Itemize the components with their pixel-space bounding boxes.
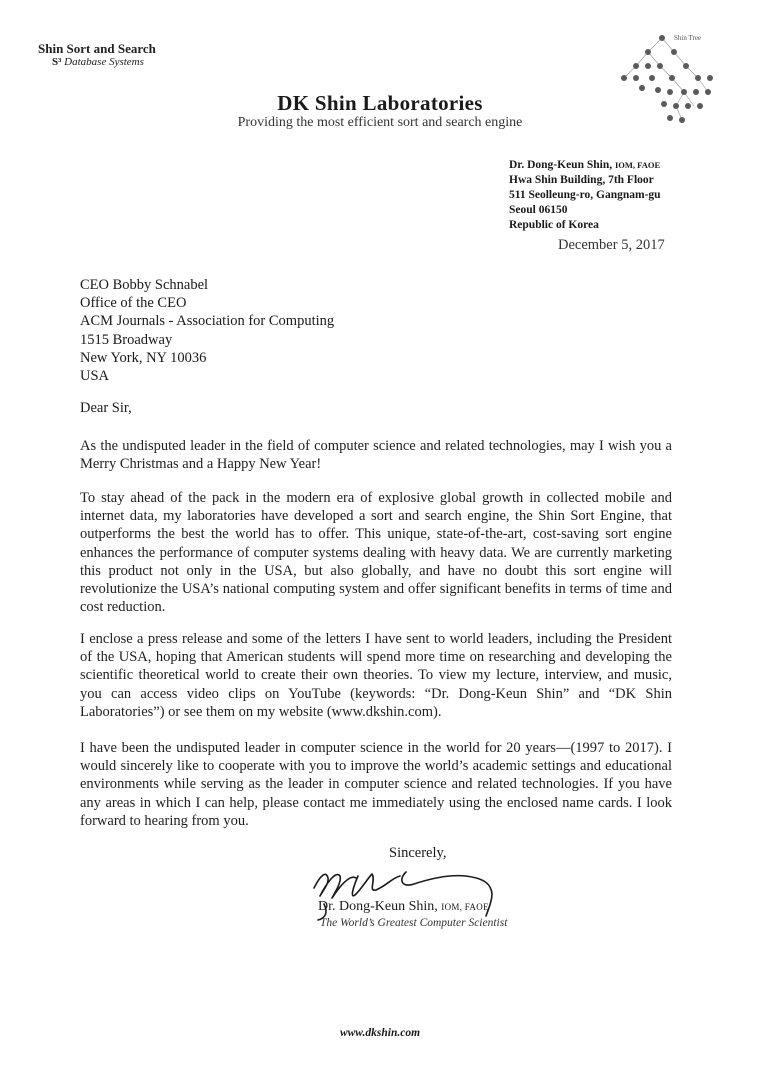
tree-logo-label: Shin Tree	[674, 34, 702, 42]
body-paragraph: I enclose a press release and some of the letters I have sent to world leaders, including the President of the USA, hoping that American students will spend more time on researching and developing the scientific theoretical world to create their own theories. To view my lecture, interview, and music, you can access video clips on YouTube (keywords: “Dr. Dong-Keun Shin” and “DK Shin Laboratories”) or see them on my website (www.dkshin.com).	[80, 631, 672, 720]
salutation: Dear Sir,	[80, 400, 132, 416]
footer-website: www.dkshin.com	[339, 1027, 421, 1039]
brand-subtitle: Database Systems	[64, 56, 144, 68]
closing: Sincerely,	[389, 845, 447, 861]
brand-s3-mark: S³	[52, 56, 62, 68]
recipient-line: Office of the CEO	[80, 295, 187, 312]
body-paragraph: I have been the undisputed leader in computer science in the world for 20 years—(1997 to 2017). I would sincerely like to cooperate with you to improve the world’s academic settings and educational environments while serving as the leader in computer science and related technologies. If you have any areas in which I can help, please contact me immediately using the enclosed name cards. I look forward to hearing from you.	[80, 740, 672, 829]
sender-building: Hwa Shin Building, 7th Floor	[509, 174, 654, 186]
recipient-line: New York, NY 10036	[80, 349, 207, 366]
sender-country: Republic of Korea	[509, 219, 599, 231]
sender-name: Dr. Dong-Keun Shin,	[509, 159, 613, 171]
body-paragraph: To stay ahead of the pack in the modern era of explosive global growth in collected mobile and internet data, my laboratories have developed a sort and search engine, the Shin Sort Engine, that outperforms the best the world has to offer. This unique, state-of-the-art, cost-saving sort engine enhances the performance of computer systems dealing with heavy data. We are currently marketing this product not only in the USA, but also globally, and have no doubt this sort engine will revolutionize the USA’s national computing system and offer significant benefits in terms of time and cost reduction.	[80, 490, 672, 616]
recipient-line: USA	[80, 368, 110, 385]
signatory-name: Dr. Dong-Keun Shin,	[318, 899, 438, 914]
signatory-honors: IOM, FAOE	[441, 902, 489, 912]
sender-city: Seoul 06150	[509, 204, 568, 216]
recipient-line: ACM Journals - Association for Computing	[80, 313, 335, 330]
recipient-line: CEO Bobby Schnabel	[80, 277, 209, 293]
signatory-title: The World’s Greatest Computer Scientist	[320, 917, 508, 929]
sender-name-line	[509, 158, 661, 173]
sender-address	[509, 158, 661, 233]
brand-subtitle-line	[52, 56, 144, 68]
signatory-name-line	[318, 899, 489, 915]
recipient-line: 1515 Broadway	[80, 331, 173, 348]
body-paragraph: As the undisputed leader in the field of computer science and related technologies, may I wish you a Merry Christmas and a Happy New Year!	[80, 438, 672, 473]
recipient-address	[80, 276, 334, 385]
sender-street: 511 Seolleung-ro, Gangnam-gu	[509, 189, 661, 201]
letter-date: December 5, 2017	[558, 237, 665, 253]
shin-tree-logo-icon	[612, 30, 722, 130]
company-tagline: Providing the most efficient sort and search engine	[237, 115, 523, 130]
brand-name: Shin Sort and Search	[38, 41, 156, 56]
company-name: DK Shin Laboratories	[277, 91, 483, 115]
sender-honors: IOM, FAOE	[614, 160, 661, 170]
